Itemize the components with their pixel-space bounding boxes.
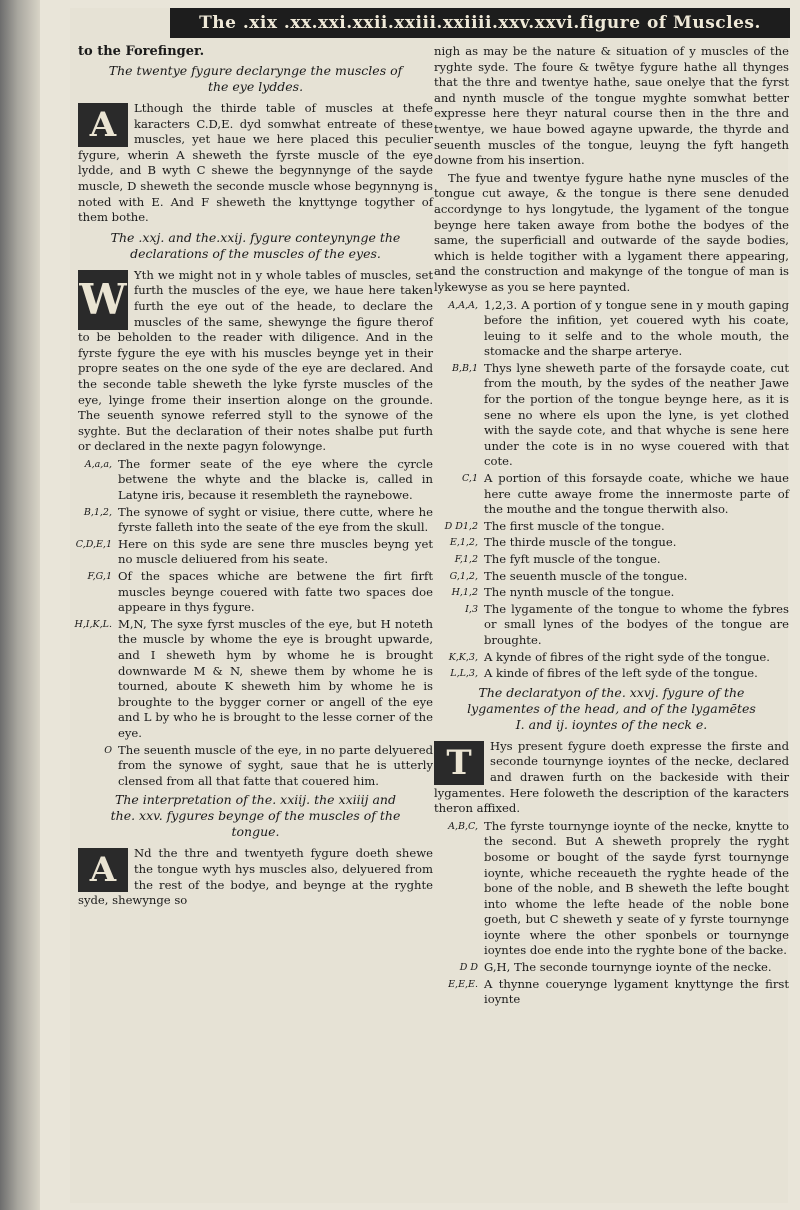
legend-entry bbox=[434, 569, 789, 585]
legend-entry bbox=[434, 666, 789, 682]
entry-text: The thirde muscle of the tongue. bbox=[484, 535, 677, 550]
tongue-intro: nigh as may be the nature & situation of y muscles of the ryghte syde. The foure & twētye fygure hathe all thynges that the thre and twentye hathe, saue onelye that the fyrst and nynth muscle of the tongue myghte somwhat better expresse here theyr natural course then in the thre and twentye, we haue bowed agayne upwarde, the thyrde and seuenth muscles of the tongue, leuyng the fyft hangeth downe from his insertion. bbox=[434, 44, 789, 168]
margin-key: C,D,E,1 bbox=[75, 538, 112, 550]
margin-key: G,1,2, bbox=[449, 570, 478, 582]
margin-key: H,1,2 bbox=[451, 587, 478, 599]
legend-entry bbox=[434, 298, 789, 360]
entry-text: G,H, The seconde tournynge ioynte of the necke. bbox=[484, 960, 772, 975]
section-heading-tongue: The interpretation of the. xxiij. the xxiiij and the. xxv. fygures beynge of the muscles of the tongue. bbox=[110, 792, 401, 840]
margin-key: D D1,2 bbox=[444, 520, 478, 532]
left-column bbox=[74, 44, 433, 911]
legend-entry bbox=[434, 585, 789, 601]
section-text: Yth we might not in y whole tables of muscles, set furth the muscles of the eye, we haue here taken furth the eye out of the heade, to declare the muscles of the same, shewynge the figure therof to be beholden to the reader with diligence. And in the fyrste fygure the eye with his muscles beynge yet in their propre seates on the one syde of the eye are declared. And the seconde table sheweth the lyke fyrste muscles of the eye, lyinge frome their insertion alonge on the grounde. The seuenth synowe referred styll to the synowe of the syghte. But the declaration of their notes shalbe put furth or declared in the nexte pagyn folowynge. bbox=[78, 267, 433, 454]
margin-key: A,B,C, bbox=[448, 820, 478, 832]
entry-text: A kinde of fibres of the left syde of the tongue. bbox=[484, 666, 758, 681]
entry-text: 1,2,3. A portion of y tongue sene in y mouth gaping before the infition, yet couered wyth his coate, leuing to it selfe and to the whole mouth, the stomacke and the sharpe arterye. bbox=[484, 297, 789, 359]
section-heading-eyes: The .xxj. and the.xxij. fygure conteynynge the declarations of the muscles of the eyes. bbox=[110, 229, 401, 261]
legend-entry bbox=[434, 819, 789, 959]
entry-text: Here on this syde are sene thre muscles beyng yet no muscle deliuered from his seate. bbox=[118, 536, 433, 567]
decorated-initial: W bbox=[78, 270, 128, 330]
book-spine bbox=[0, 0, 40, 1210]
margin-key: I,3 bbox=[465, 603, 478, 615]
entry-text: The nynth muscle of the tongue. bbox=[484, 585, 675, 600]
margin-key: A,a,a, bbox=[84, 458, 112, 470]
entry-text: The synowe of syght or visiue, there cutte, where he fyrste falleth into the seate of the eye from the skull. bbox=[118, 504, 433, 535]
margin-key: F,1,2 bbox=[454, 554, 478, 565]
margin-key: K,K,3, bbox=[448, 651, 478, 663]
section-body-eyes bbox=[78, 268, 433, 455]
entry-text: A portion of this forsayde coate, whiche we haue here cutte awaye frome the innermoste parte of the mouthe and the tongue therwith also. bbox=[484, 471, 789, 517]
entry-text: The former seate of the eye where the cyrcle betwene the whyte and the blacke is, called in Latyne iris, because it resembleth the raynebowe. bbox=[118, 456, 433, 503]
margin-key: E,1,2, bbox=[449, 537, 478, 549]
legend-entry bbox=[434, 977, 789, 1008]
entry-text: The seuenth muscle of the eye, in no parte delyuered from the synowe of syght, saue that he is utterly clensed from all that fatte that couered him. bbox=[118, 742, 433, 788]
entry-text: The fyft muscle of the tongue. bbox=[484, 552, 661, 566]
section-text: Nd the thre and twentyeth fygure doeth shewe the tongue wyth hys muscles also, delyuered from the rest of the bodye, and beynge at the ryghte syde, shewynge so bbox=[78, 846, 433, 908]
section-body-tongue bbox=[78, 846, 433, 908]
margin-key: O bbox=[104, 744, 112, 756]
legend-entry bbox=[434, 361, 789, 470]
margin-key: H,I,K,L. bbox=[74, 618, 112, 630]
entry-text: Of the spaces whiche are betwene the firt firft muscles beynge couered with fatte two spaces doe appeare in thys fygure. bbox=[118, 569, 433, 615]
entry-text: Thys lyne sheweth parte of the forsayde coate, cut from the mouth, by the sydes of the neather Jawe for the portion of the tongue beynge here, as it is sene no where els upon the lyne, is yet clothed with the sayde cote, and that whyche is sene here under the cote is in no wyse couered with that cote. bbox=[484, 360, 789, 469]
legend-entry bbox=[72, 537, 433, 568]
section-heading-ligaments: The declaratyon of the. xxvj. fygure of the lygamentes of the head, and of the lygamētes I. and ij. ioyntes of the neck e. bbox=[467, 684, 756, 732]
decorated-initial: A bbox=[78, 103, 128, 147]
legend-entry bbox=[434, 650, 789, 666]
right-column bbox=[434, 44, 789, 1009]
entry-text: The fyrste tournynge ioynte of the necke, knytte to the second. But A sheweth proprely the ryght bosome or bought of the sayde fyrst tournynge ioynte, whiche receaueth the ryghte heade of the bone of the noble, and B sheweth the lefte bought into whome the lefte heade of the noble bone goeth, but C sheweth y seate of y fyrste tournynge ioynte where the other sponbels or tournynge ioyntes doe ende into the ryghte bone of the backe. bbox=[484, 818, 789, 958]
section-text: Hys present fygure doeth expresse the firste and seconde tournynge ioyntes of the necke, declared and drawen furth on the backeside with their lygamentes. Here foloweth the description of the karacters theron affixed. bbox=[434, 738, 789, 816]
legend-entry bbox=[434, 602, 789, 649]
legend-entry bbox=[72, 505, 433, 536]
legend-entry bbox=[72, 569, 433, 616]
margin-key: B,1,2, bbox=[83, 506, 112, 518]
entry-text: The lygamente of the tongue to whome the fybres or small lynes of the bodyes of the tongue are broughte. bbox=[484, 601, 789, 647]
legend-entry bbox=[434, 519, 789, 535]
section-text: Lthough the thirde table of muscles at thefe karacters C.D,E. dyd somwhat entreate of these muscles, yet haue we here placed this peculier fygure, wherin A sheweth the fyrste muscle of the eye lydde, and B wyth C shewe the begynnynge of the sayde muscle, D sheweth the seconde muscle whose begynnyng is noted with E. And F sheweth the knyttynge togyther of them bothe. bbox=[78, 101, 433, 225]
entry-text: M,N, The syxe fyrst muscles of the eye, but H noteth the muscle by whome the eye is brought upwarde, and I sheweth hym by whome he is brought downwarde M & N, shewe them by whome he is tourned, aboute K sheweth him by whome he is broughte to the bygger corner or angell of the eye and L by who he is brought to the lesse corner of the eye. bbox=[118, 616, 433, 740]
legend-entry bbox=[434, 471, 789, 518]
margin-key: C,1 bbox=[462, 473, 478, 485]
margin-key: F,G,1 bbox=[87, 571, 112, 583]
running-header: The .xix .xx.xxi.xxii.xxiii.xxiiii.xxv.xxvi.figure of Muscles. bbox=[170, 8, 790, 38]
section-body-eyelids bbox=[78, 101, 433, 226]
legend-entry bbox=[72, 457, 433, 504]
catchword-runner: to the Forefinger. bbox=[78, 44, 205, 59]
entry-text: The seuenth muscle of the tongue. bbox=[484, 568, 688, 583]
margin-key: L,L,3, bbox=[450, 668, 478, 680]
legend-entry bbox=[72, 617, 433, 742]
entry-text: A thynne couerynge lygament knyttynge the first ioynte bbox=[484, 976, 789, 1007]
margin-key: E,E,E. bbox=[448, 978, 478, 990]
legend-entry bbox=[434, 960, 789, 976]
legend-entry bbox=[434, 535, 789, 551]
entry-text: A kynde of fibres of the right syde of the tongue. bbox=[484, 649, 770, 664]
section-heading-eyelids: The twentye fygure declarynge the muscles of the eye lyddes. bbox=[108, 63, 403, 94]
margin-key: B,B,1 bbox=[451, 362, 478, 374]
margin-key: A,A,A, bbox=[448, 299, 478, 311]
section-body-ligaments bbox=[434, 739, 789, 817]
entry-text: The first muscle of the tongue. bbox=[484, 518, 665, 533]
legend-entry bbox=[434, 552, 789, 568]
decorated-initial: A bbox=[78, 848, 128, 892]
margin-key: D D bbox=[459, 962, 478, 974]
tongue-para-2: The fyue and twentye fygure hathe nyne muscles of the tongue cut awaye, & the tongue is there sene denuded accordynge to hys longytude, the lygament of the tongue beynge here taken awaye from bothe the bodyes of the same, the superficiall and outwarde of the sayde bodies, which is helde togither with a lygament there appearing, and the construction and makynge of the tongue of man is lykewyse as you se here paynted. bbox=[434, 170, 789, 294]
legend-entry bbox=[72, 743, 433, 790]
decorated-initial: T bbox=[434, 741, 484, 785]
